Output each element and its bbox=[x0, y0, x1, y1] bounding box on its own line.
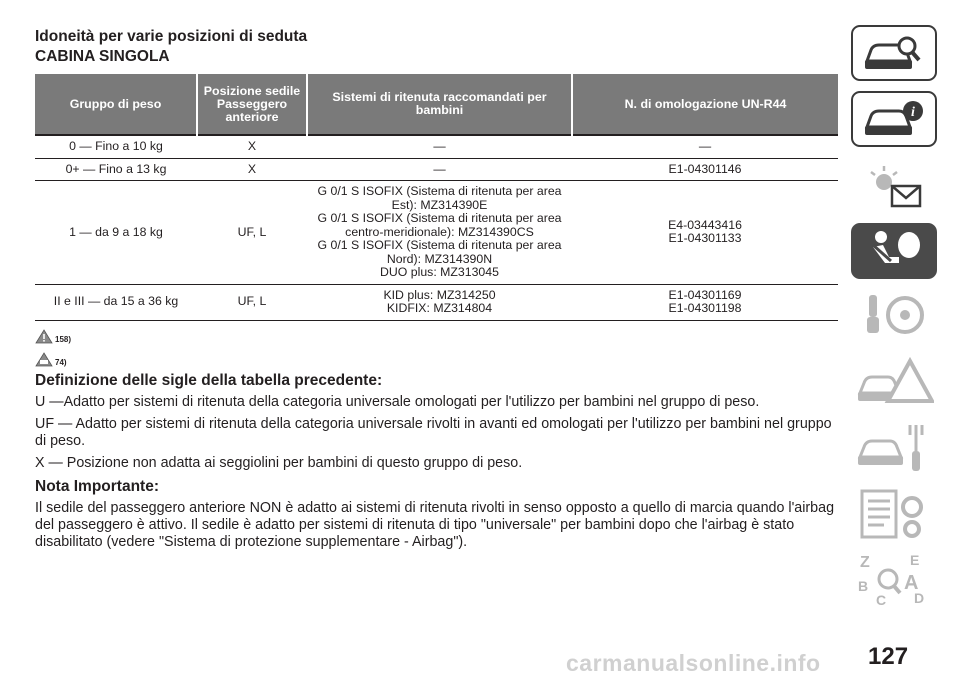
note-title: Nota Importante: bbox=[35, 477, 159, 495]
cell-approval-number bbox=[572, 284, 838, 320]
warning-triangle-icon bbox=[35, 329, 53, 344]
table-row bbox=[35, 135, 838, 158]
cell-restraint-systems-line: KID plus: MZ314250 bbox=[383, 287, 496, 302]
svg-text:i: i bbox=[911, 105, 915, 120]
cell-restraint-systems-line: G 0/1 S ISOFIX (Sistema di ritenuta per area bbox=[317, 238, 562, 252]
cell-approval-number-line: E1-04301133 bbox=[668, 231, 742, 246]
cell-approval-number bbox=[572, 181, 838, 285]
svg-text:B: B bbox=[858, 578, 869, 594]
warning-lights-icon bbox=[859, 160, 929, 210]
definition-u: U —Adatto per sistemi di ritenuta della categoria universale omologati per l'utilizzo per bambini nel gruppo di peso. bbox=[35, 393, 760, 410]
tab-car-wrench[interactable] bbox=[851, 421, 937, 477]
page-number: 127 bbox=[868, 643, 909, 670]
cell-restraint-systems bbox=[307, 284, 572, 320]
cell-restraint-systems bbox=[307, 158, 572, 181]
cell-restraint-systems-line: centro-meridionale): MZ314390CS bbox=[345, 224, 534, 239]
cell-seat-position: UF, L bbox=[197, 181, 307, 285]
section-title: Idoneità per varie posizioni di seduta bbox=[35, 28, 308, 45]
header-restraint-systems: Sistemi di ritenuta raccomandati per bambini bbox=[307, 74, 572, 135]
car-magnifier-icon bbox=[859, 31, 929, 75]
cell-restraint-systems bbox=[307, 181, 572, 285]
car-info-icon bbox=[859, 97, 929, 141]
warning-ref-2 bbox=[35, 349, 835, 367]
table-header-row bbox=[35, 74, 838, 135]
cell-approval-number-line: E1-04301146 bbox=[668, 161, 742, 176]
tab-specs-list[interactable] bbox=[851, 487, 937, 543]
cell-approval-number-line: E4-03443416 bbox=[668, 217, 742, 232]
note-triangle-icon bbox=[35, 352, 53, 367]
cell-approval-number-line: — bbox=[698, 139, 712, 153]
tab-car-info[interactable] bbox=[851, 91, 937, 147]
cell-restraint-systems-line: G 0/1 S ISOFIX (Sistema di ritenuta per area bbox=[317, 211, 562, 225]
cell-restraint-systems-line: Est): MZ314390E bbox=[391, 197, 488, 212]
header-seat-position: Posizione sedile Passeggero anteriore bbox=[197, 74, 307, 135]
definition-x: X — Posizione non adatta ai seggiolini per bambini di questo gruppo di peso. bbox=[35, 454, 523, 471]
tab-warning-lights[interactable] bbox=[851, 157, 937, 213]
cell-restraint-systems bbox=[307, 135, 572, 158]
child-seat-table bbox=[35, 74, 838, 321]
warning-ref-1 bbox=[35, 326, 835, 344]
table-row bbox=[35, 158, 838, 181]
cell-restraint-systems-line: Nord): MZ314390N bbox=[386, 251, 493, 266]
note-ref-label: 74) bbox=[55, 357, 67, 367]
specs-list-icon bbox=[854, 487, 934, 543]
tab-key-steering[interactable] bbox=[851, 289, 937, 345]
svg-text:A: A bbox=[904, 572, 919, 594]
warning-ref-label: 158) bbox=[55, 334, 72, 344]
seat-safety-icon bbox=[859, 227, 929, 275]
tab-car-emergency[interactable] bbox=[851, 355, 937, 411]
cell-approval-number-line: E1-04301169 bbox=[668, 287, 742, 302]
tab-index-az[interactable] bbox=[851, 553, 937, 609]
car-emergency-icon bbox=[854, 355, 934, 411]
cell-restraint-systems-line: KIDFIX: MZ314804 bbox=[386, 301, 493, 315]
cell-restraint-systems-line: — bbox=[433, 139, 446, 153]
cell-weight-group: 0 — Fino a 10 kg bbox=[35, 135, 197, 158]
header-weight-group: Gruppo di peso bbox=[35, 74, 197, 135]
cell-weight-group: 1 — da 9 a 18 kg bbox=[35, 181, 197, 285]
cab-title: CABINA SINGOLA bbox=[35, 48, 170, 65]
cell-approval-number-line: E1-04301198 bbox=[668, 301, 742, 315]
cell-weight-group: II e III — da 15 a 36 kg bbox=[35, 284, 197, 320]
svg-text:E: E bbox=[910, 552, 920, 568]
cell-restraint-systems-line: G 0/1 S ISOFIX (Sistema di ritenuta per area bbox=[317, 184, 562, 198]
table-row bbox=[35, 181, 838, 285]
cell-seat-position: X bbox=[197, 135, 307, 158]
svg-text:C: C bbox=[876, 592, 887, 608]
definition-uf: UF — Adatto per sistemi di ritenuta della categoria universale rivolti in avanti ed omologati per l'utilizzo per bambini nel gruppo di peso. bbox=[35, 415, 832, 449]
cell-approval-number bbox=[572, 158, 838, 181]
header-approval-number: N. di omologazione UN-R44 bbox=[572, 74, 838, 135]
table-row bbox=[35, 284, 838, 320]
definitions-title: Definizione delle sigle della tabella precedente: bbox=[35, 371, 383, 389]
tab-car-magnifier[interactable] bbox=[851, 25, 937, 81]
cell-seat-position: X bbox=[197, 158, 307, 181]
cell-restraint-systems-line: DUO plus: MZ313045 bbox=[380, 265, 499, 279]
tab-seat-safety[interactable] bbox=[851, 223, 937, 279]
svg-text:Z: Z bbox=[860, 554, 870, 571]
page-content bbox=[35, 27, 835, 556]
watermark: carmanualsonline.info bbox=[566, 650, 821, 676]
key-steering-wheel-icon bbox=[859, 289, 929, 345]
note-text: Il sedile del passeggero anteriore NON è adatto ai sistemi di ritenuta rivolti in senso opposto a quello di marcia quando l'airbag del passeggero è attivo. Il sedile è adatto per sistemi di ritenuta di tipo "universale" per bambini dopo che l'airbag è stato disabilitato (vedere "Sistema di protezione supplementare - Airbag"). bbox=[35, 499, 835, 550]
cell-weight-group: 0+ — Fino a 13 kg bbox=[35, 158, 197, 181]
index-az-icon bbox=[854, 551, 934, 611]
cell-seat-position: UF, L bbox=[197, 284, 307, 320]
chapter-sidebar bbox=[851, 25, 937, 619]
cell-approval-number bbox=[572, 135, 838, 158]
cell-restraint-systems-line: — bbox=[433, 161, 446, 176]
svg-text:D: D bbox=[914, 590, 925, 606]
car-wrench-icon bbox=[854, 421, 934, 477]
